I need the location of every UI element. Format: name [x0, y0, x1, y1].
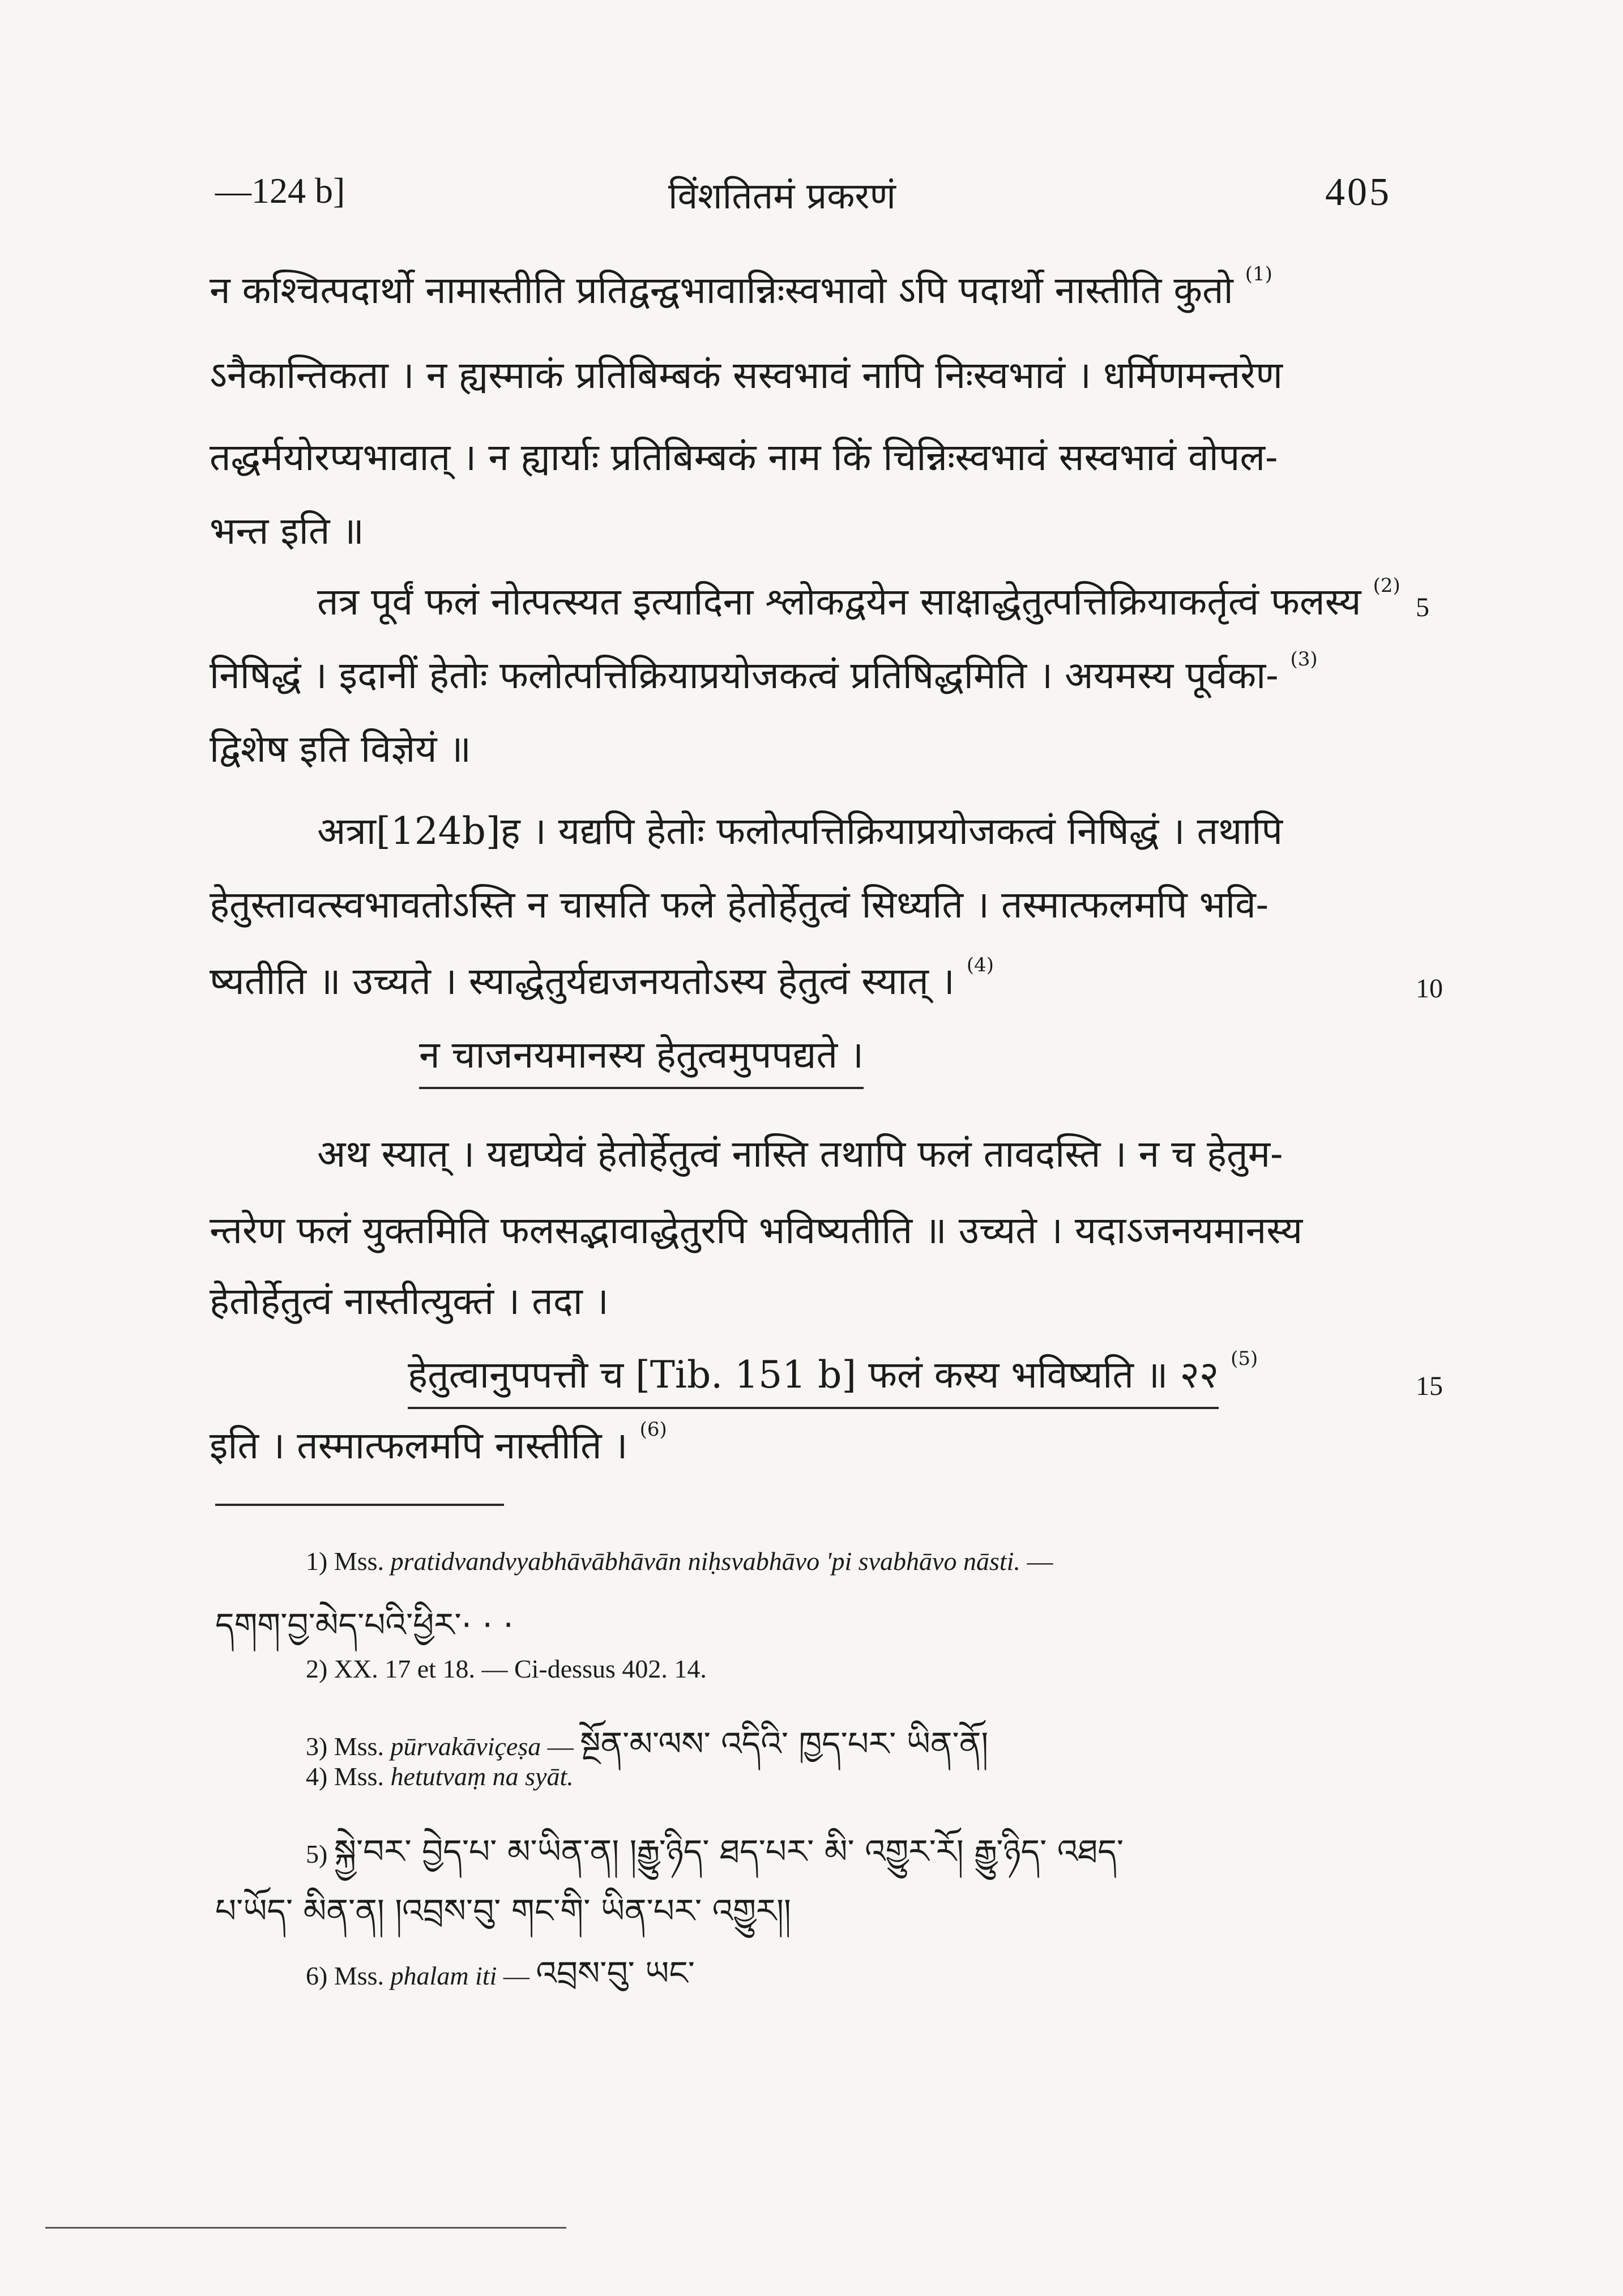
- line-text: द्विशेष इति विज्ञेयं ॥: [210, 727, 472, 771]
- line-text: तद्धर्मयोरप्यभावात् । न ह्यार्याः प्रतिबिम्बकं नाम किं चिन्निःस्वभावं सस्वभावं वोपल-: [210, 436, 1278, 479]
- footnote-mark: 2): [306, 1654, 328, 1683]
- footnote-rest: —: [503, 1961, 529, 1990]
- text-line-10: [210, 954, 1342, 1003]
- footnote-mark: 3): [306, 1732, 328, 1761]
- footnote-6: [306, 1937, 695, 2029]
- footnote-ref: (6): [639, 1418, 667, 1441]
- footnote-text: Mss.: [334, 1961, 385, 1990]
- footnote-ref: (3): [1290, 648, 1318, 671]
- footnote-divider: [215, 1504, 504, 1506]
- verse-text: न चाजनयमानस्य हेतुत्वमुपपद्यते ।: [419, 1033, 864, 1089]
- line-text: तत्र पूर्वं फलं नोत्पत्स्यत इत्यादिना श्लोकद्वयेन साक्षाद्धेतुत्पत्तिक्रियाकर्तृत्वं फलस्य: [317, 580, 1361, 624]
- text-line-1: [210, 263, 1421, 312]
- footnote-ref: (1): [1245, 263, 1272, 285]
- footnote-4: [306, 1761, 574, 1791]
- footnote-mark: 5): [306, 1840, 328, 1868]
- text-line-2: [210, 353, 1421, 397]
- footnote-rest: —: [547, 1732, 574, 1761]
- text-line-12: [317, 1132, 1421, 1176]
- line-text: अत्रा[124b]ह । यद्यपि हेतोः फलोत्पत्तिक्रियाप्रयोजकत्वं निषिद्धं । तथापि: [317, 809, 1283, 853]
- line-text: ष्यतीति ॥ उच्यते । स्याद्धेतुर्यद्यजनयतोऽस्य हेतुत्वं स्यात् ।: [210, 959, 955, 1003]
- line-text: इति । तस्मात्फलमपि नास्तीति ।: [210, 1424, 628, 1467]
- footnote-italic: phalam iti: [390, 1961, 497, 1990]
- footnote-ref: (5): [1231, 1347, 1258, 1370]
- text-line-16: [210, 1418, 1421, 1467]
- footnote-1: [306, 1546, 1053, 1576]
- text-line-5: [317, 574, 1421, 624]
- footnote-mark: 1): [306, 1547, 328, 1576]
- line-number: 5: [1416, 592, 1429, 622]
- page-number: 405: [1325, 170, 1391, 214]
- line-text: हेतुस्तावत्स्वभावतोऽस्ति न चासति फले हेतोर्हेतुत्वं सिध्यति । तस्मात्फलमपि भवि-: [210, 883, 1269, 927]
- footnote-text: Mss.: [334, 1732, 385, 1761]
- footnote-italic: pratidvandvyabhāvābhāvān niḥsvabhāvo 'pi svabhāvo nāsti.: [390, 1547, 1020, 1576]
- line-text: अथ स्यात् । यद्यप्येवं हेतोर्हेतुत्वं नास्ति तथापि फलं तावदस्ति । न च हेतुम-: [317, 1132, 1283, 1176]
- line-text: न कश्चित्पदार्थो नामास्तीति प्रतिद्वन्द्वभावान्निःस्वभावो ऽपि पदार्थो नास्तीति कुतो: [210, 268, 1233, 312]
- header-left-ref: —124 b]: [215, 170, 345, 211]
- line-text: ऽनैकान्तिकता । न ह्यस्माकं प्रतिबिम्बकं सस्वभावं नापि निःस्वभावं । धर्मिणमन्तरेण: [210, 353, 1283, 397]
- text-line-7: [210, 727, 1421, 771]
- line-text: हेतोर्हेतुत्वं नास्तीत्युक्तं । तदा ।: [210, 1279, 609, 1323]
- bottom-margin-rule: [45, 2227, 566, 2229]
- line-text: निषिद्धं । इदानीं हेतोः फलोत्पत्तिक्रियाप्रयोजकत्वं प्रतिषिद्धमिति । अयमस्य पूर्वका-: [210, 654, 1279, 697]
- footnote-ref: (4): [966, 954, 994, 976]
- footnote-tibetan: འབྲས་བུ་ ཡང་: [536, 1954, 695, 1992]
- verse-line: [419, 1033, 864, 1077]
- footnote-italic: pūrvakāviçeṣa: [390, 1732, 541, 1761]
- text-line-13: [210, 1209, 1421, 1252]
- text-line-6: [210, 648, 1421, 697]
- footnote-mark: 6): [306, 1961, 328, 1990]
- footnote-text: Mss.: [334, 1762, 385, 1791]
- text-line-9: [210, 883, 1421, 927]
- verse-text: हेतुत्वानुपपत्तौ च [Tib. 151 b] फलं कस्य भविष्यति ॥ २२: [408, 1353, 1219, 1409]
- footnote-mark: 4): [306, 1762, 328, 1791]
- footnote-tibetan: སྔོན་མ་ལས་ འདིའི་ ཁྱད་པར་ ཡིན་ནོ།: [580, 1725, 989, 1763]
- text-line-8: [317, 809, 1421, 853]
- line-text: भन्त इति ॥: [210, 509, 364, 553]
- footnote-tibetan: སྐྱེ་བར་ བྱེད་པ་ མ་ཡིན་ན། །རྒྱུ་ཉིད་ ཐད་པར་ མི་ འགྱུར་རོ། རྒྱུ་ཉིད་ འཐད་: [334, 1832, 1124, 1871]
- line-number: 15: [1416, 1371, 1443, 1401]
- text-line-14: [210, 1279, 1421, 1323]
- footnote-ref: (2): [1373, 574, 1400, 597]
- footnote-1-tibetan: དགག་བྱ་མེད་པའི་ཕྱིར་· · ·: [215, 1606, 514, 1644]
- line-number: 10: [1416, 974, 1443, 1004]
- verse-line: [408, 1347, 1258, 1397]
- footnote-text: XX. 17 et 18. — Ci-dessus 402. 14.: [334, 1654, 707, 1683]
- line-text: न्तरेण फलं युक्तमिति फलसद्भावाद्धेतुरपि भविष्यतीति ॥ उच्यते । यदाऽजनयमानस्य: [210, 1209, 1303, 1252]
- footnote-italic: hetutvaṃ na syāt.: [390, 1762, 574, 1791]
- footnote-text: Mss.: [334, 1547, 385, 1576]
- footnote-2: [306, 1654, 707, 1684]
- text-line-4: [210, 509, 1421, 553]
- chapter-title: विंशतितमं प्रकरणं: [668, 176, 896, 217]
- footnote-5-tibetan-cont: པ་ཡོད་ མིན་ན། །འབྲས་བུ་ གང་གི་ ཡིན་པར་ འགྱུར།།: [215, 1892, 791, 1930]
- text-line-3: [210, 436, 1421, 479]
- footnote-rest: —: [1027, 1547, 1053, 1576]
